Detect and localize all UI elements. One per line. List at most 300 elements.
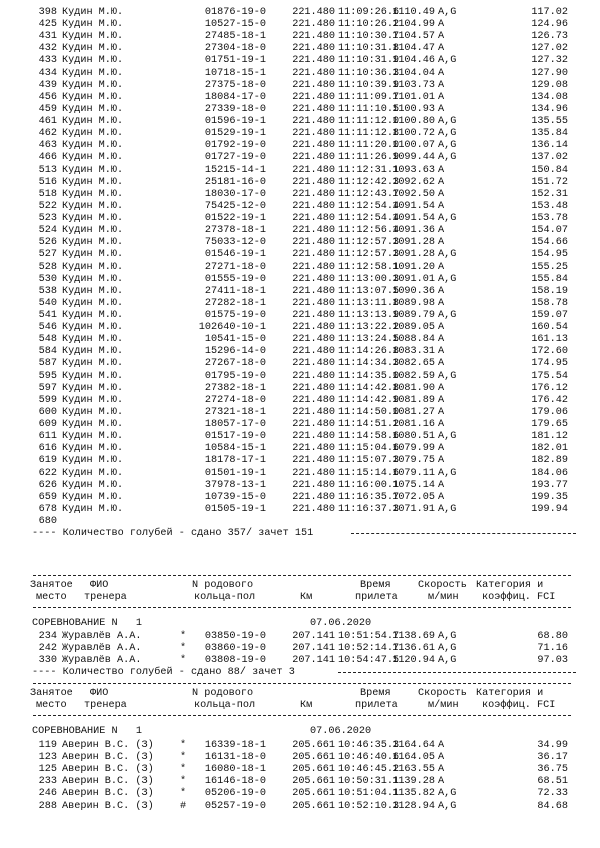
cell-name: Кудин М.Ю. — [62, 189, 124, 200]
cell-place: 622 — [38, 468, 57, 479]
cell-place: 516 — [38, 177, 57, 188]
cell-speed: 1091.28 — [392, 249, 435, 260]
cell-ring: 01555-19-0 — [204, 274, 266, 285]
competition-label: СОРЕВНОВАНИЕ N 1 — [32, 726, 143, 737]
table-row — [0, 128, 600, 139]
cell-time: 11:11:09.7 — [338, 92, 400, 103]
cell-fci: 161.13 — [531, 334, 568, 345]
cell-category: A,G — [438, 140, 457, 151]
cell-speed: 1071.91 — [392, 504, 435, 515]
cell-name: Кудин М.Ю. — [62, 455, 124, 466]
cell-category: A — [438, 419, 445, 430]
cell-ring: 27411-18-1 — [204, 286, 266, 297]
column-header-row — [0, 580, 600, 591]
cell-km: 221.480 — [292, 140, 335, 151]
cell-name: Кудин М.Ю. — [62, 201, 124, 212]
header-time: прилета — [355, 700, 398, 711]
cell-place: 462 — [38, 128, 57, 139]
table-row — [0, 7, 600, 18]
cell-speed: 1100.07 — [392, 140, 435, 151]
table-row — [0, 55, 600, 66]
cell-category: A — [438, 19, 445, 30]
cell-category: A,G — [438, 128, 457, 139]
table-row — [0, 201, 600, 212]
cell-ring: 75425-12-0 — [204, 201, 266, 212]
cell-name: Кудин М.Ю. — [62, 213, 124, 224]
cell-speed: 1091.36 — [392, 225, 435, 236]
header-time: Время — [360, 580, 391, 591]
cell-name: Кудин М.Ю. — [62, 7, 124, 18]
cell-name: Кудин М.Ю. — [62, 237, 124, 248]
cell-time: 11:12:54.4 — [338, 201, 400, 212]
cell-name: Кудин М.Ю. — [62, 55, 124, 66]
cell-category: A,G — [438, 7, 457, 18]
cell-category: A — [438, 395, 445, 406]
cell-time: 11:14:50.0 — [338, 407, 400, 418]
cell-speed: 1083.31 — [392, 346, 435, 357]
column-header-row — [0, 688, 600, 699]
cell-time: 11:11:10.5 — [338, 104, 400, 115]
cell-place: 123 — [38, 752, 57, 763]
cell-speed: 1120.94 — [392, 655, 435, 666]
cell-time: 11:13:07.5 — [338, 286, 400, 297]
cell-name: Кудин М.Ю. — [62, 104, 124, 115]
cell-name: Кудин М.Ю. — [62, 128, 124, 139]
cell-time: 11:09:26.6 — [338, 7, 400, 18]
cell-fci: 134.08 — [531, 92, 568, 103]
cell-place: 433 — [38, 55, 57, 66]
cell-ring: 01546-19-1 — [204, 249, 266, 260]
cell-place: 548 — [38, 334, 57, 345]
cell-name: Кудин М.Ю. — [62, 504, 124, 515]
cell-speed: 1093.63 — [392, 165, 435, 176]
cell-speed: 1104.47 — [392, 43, 435, 54]
cell-speed: 1092.50 — [392, 189, 435, 200]
cell-place: 518 — [38, 189, 57, 200]
header-ring: кольца-пол — [194, 592, 256, 603]
cell-fci: 151.72 — [531, 177, 568, 188]
table-row — [0, 419, 600, 430]
cell-name: Кудин М.Ю. — [62, 492, 124, 503]
cell-place: 599 — [38, 395, 57, 406]
cell-speed: 1089.05 — [392, 322, 435, 333]
header-time: прилета — [355, 592, 398, 603]
cell-km: 205.661 — [292, 752, 335, 763]
cell-km: 221.480 — [292, 395, 335, 406]
cell-category: A,G — [438, 249, 457, 260]
cell-fci: 135.55 — [531, 116, 568, 127]
cell-category: A — [438, 492, 445, 503]
cell-km: 221.480 — [292, 19, 335, 30]
cell-fci: 176.12 — [531, 383, 568, 394]
cell-time: 11:16:37.3 — [338, 504, 400, 515]
header-category: коэффиц. FCI — [482, 592, 556, 603]
header-category: Категория и — [476, 580, 544, 591]
cell-ring: 18030-17-0 — [204, 189, 266, 200]
cell-ring: 16146-18-0 — [204, 776, 266, 787]
cell-speed: 1081.90 — [392, 383, 435, 394]
cell-km: 221.480 — [292, 383, 335, 394]
column-header-row — [0, 592, 600, 603]
cell-name: Кудин М.Ю. — [62, 249, 124, 260]
cell-time: 11:12:43.7 — [338, 189, 400, 200]
cell-category: A — [438, 31, 445, 42]
cell-ring: 10718-15-1 — [204, 68, 266, 79]
cell-ring: 27304-18-0 — [204, 43, 266, 54]
cell-ring: 10527-15-0 — [204, 19, 266, 30]
cell-fci: 155.84 — [531, 274, 568, 285]
cell-place: 522 — [38, 201, 57, 212]
cell-category: A — [438, 189, 445, 200]
cell-ring: 01876-19-0 — [204, 7, 266, 18]
cell-place: 330 — [38, 655, 57, 666]
header-name: ФИО — [90, 688, 109, 699]
cell-category: A,G — [438, 468, 457, 479]
cell-time: 11:13:22.2 — [338, 322, 400, 333]
table-row — [0, 776, 600, 787]
cell-time: 10:50:31.1 — [338, 776, 400, 787]
cell-km: 221.480 — [292, 189, 335, 200]
cell-fci: 155.25 — [531, 262, 568, 273]
cell-name: Кудин М.Ю. — [62, 419, 124, 430]
cell-category: A,G — [438, 371, 457, 382]
cell-place: 540 — [38, 298, 57, 309]
table-row — [0, 371, 600, 382]
table-row — [0, 801, 600, 812]
cell-km: 221.480 — [292, 443, 335, 454]
cell-fci: 184.06 — [531, 468, 568, 479]
cell-ring: 05206-19-0 — [204, 788, 266, 799]
cell-km: 221.480 — [292, 177, 335, 188]
cell-category: A — [438, 104, 445, 115]
cell-category: A — [438, 92, 445, 103]
column-header-row — [0, 700, 600, 711]
cell-time: 10:51:54.7 — [338, 631, 400, 642]
cell-km: 205.661 — [292, 776, 335, 787]
header-speed: м/мин — [428, 592, 459, 603]
cell-place: 619 — [38, 455, 57, 466]
header-speed: Скорость — [418, 688, 467, 699]
cell-ring: 75033-12-0 — [204, 237, 266, 248]
cell-time: 11:10:26.2 — [338, 19, 400, 30]
cell-ring: 10541-15-0 — [204, 334, 266, 345]
cell-fci: 134.96 — [531, 104, 568, 115]
cell-category: A,G — [438, 431, 457, 442]
cell-place: 609 — [38, 419, 57, 430]
cell-category: A — [438, 383, 445, 394]
table-row — [0, 43, 600, 54]
separator-line — [33, 575, 571, 576]
cell-time: 10:46:35.3 — [338, 740, 400, 751]
cell-ring: 01727-19-0 — [204, 152, 266, 163]
cell-km: 221.480 — [292, 371, 335, 382]
cell-fci: 154.07 — [531, 225, 568, 236]
cell-km: 221.480 — [292, 128, 335, 139]
header-ring: N родового — [192, 580, 254, 591]
cell-place: 678 — [38, 504, 57, 515]
cell-km: 207.141 — [292, 643, 335, 654]
cell-name: Кудин М.Ю. — [62, 407, 124, 418]
cell-km: 221.480 — [292, 80, 335, 91]
cell-category: A — [438, 776, 445, 787]
cell-fci: 36.17 — [537, 752, 568, 763]
cell-ring: 10584-15-1 — [204, 443, 266, 454]
cell-ring: 01517-19-0 — [204, 431, 266, 442]
cell-ring: 16080-18-1 — [204, 764, 266, 775]
cell-time: 11:11:20.0 — [338, 140, 400, 151]
cell-place: 595 — [38, 371, 57, 382]
cell-mark: * — [180, 776, 187, 787]
cell-mark: # — [180, 801, 187, 812]
cell-km: 221.480 — [292, 31, 335, 42]
cell-speed: 1079.75 — [392, 455, 435, 466]
cell-speed: 1091.20 — [392, 262, 435, 273]
cell-name: Журавлёв А.А. — [62, 631, 142, 642]
cell-fci: 127.90 — [531, 68, 568, 79]
cell-time: 11:12:54.4 — [338, 213, 400, 224]
cell-fci: 154.95 — [531, 249, 568, 260]
cell-time: 11:14:51.2 — [338, 419, 400, 430]
cell-category: A — [438, 165, 445, 176]
cell-ring: 10739-15-0 — [204, 492, 266, 503]
cell-name: Кудин М.Ю. — [62, 68, 124, 79]
cell-place: 600 — [38, 407, 57, 418]
cell-speed: 1090.36 — [392, 286, 435, 297]
cell-time: 11:12:57.3 — [338, 237, 400, 248]
cell-fci: 179.06 — [531, 407, 568, 418]
cell-place: 459 — [38, 104, 57, 115]
separator-line — [33, 607, 571, 608]
cell-category: A — [438, 443, 445, 454]
cell-time: 11:11:12.8 — [338, 128, 400, 139]
cell-mark: * — [180, 788, 187, 799]
cell-time: 11:15:14.6 — [338, 468, 400, 479]
cell-category: A,G — [438, 274, 457, 285]
cell-place: 431 — [38, 31, 57, 42]
header-category: коэффиц. FCI — [482, 700, 556, 711]
cell-name: Журавлёв А.А. — [62, 643, 142, 654]
table-row — [0, 395, 600, 406]
cell-speed: 1081.27 — [392, 407, 435, 418]
cell-category: A — [438, 480, 445, 491]
cell-fci: 97.03 — [537, 655, 568, 666]
cell-fci: 199.35 — [531, 492, 568, 503]
cell-fci: 172.60 — [531, 346, 568, 357]
header-ring: N родового — [192, 688, 254, 699]
cell-name: Аверин В.С. (З) — [62, 752, 154, 763]
table-row — [0, 80, 600, 91]
cell-ring: 01795-19-0 — [204, 371, 266, 382]
cell-place: 398 — [38, 7, 57, 18]
table-row — [0, 752, 600, 763]
cell-fci: 199.94 — [531, 504, 568, 515]
table-row — [0, 516, 600, 527]
header-place: Занятое — [30, 580, 73, 591]
cell-fci: 68.80 — [537, 631, 568, 642]
cell-name: Аверин В.С. (З) — [62, 776, 154, 787]
cell-time: 11:13:13.9 — [338, 310, 400, 321]
cell-category: A,G — [438, 643, 457, 654]
cell-mark: * — [180, 764, 187, 775]
cell-speed: 1104.57 — [392, 31, 435, 42]
cell-km: 205.661 — [292, 740, 335, 751]
cell-fci: 136.14 — [531, 140, 568, 151]
cell-time: 11:12:31.1 — [338, 165, 400, 176]
cell-km: 205.661 — [292, 764, 335, 775]
cell-km: 221.480 — [292, 7, 335, 18]
table-row — [0, 249, 600, 260]
cell-speed: 1128.94 — [392, 801, 435, 812]
cell-place: 584 — [38, 346, 57, 357]
cell-category: A,G — [438, 504, 457, 515]
competition-row — [0, 726, 600, 737]
cell-ring: 01522-19-1 — [204, 213, 266, 224]
cell-time: 11:16:35.7 — [338, 492, 400, 503]
table-row — [0, 140, 600, 151]
cell-name: Кудин М.Ю. — [62, 358, 124, 369]
cell-speed: 1089.79 — [392, 310, 435, 321]
table-row — [0, 655, 600, 666]
cell-name: Кудин М.Ю. — [62, 140, 124, 151]
cell-fci: 153.78 — [531, 213, 568, 224]
cell-name: Кудин М.Ю. — [62, 371, 124, 382]
cell-category: A — [438, 68, 445, 79]
cell-km: 221.480 — [292, 286, 335, 297]
cell-mark: * — [180, 752, 187, 763]
cell-category: A,G — [438, 631, 457, 642]
cell-category: A,G — [438, 213, 457, 224]
total-summary — [0, 528, 600, 539]
cell-category: A,G — [438, 788, 457, 799]
cell-km: 221.480 — [292, 213, 335, 224]
cell-fci: 182.01 — [531, 443, 568, 454]
cell-place: 611 — [38, 431, 57, 442]
total-summary — [0, 667, 600, 678]
cell-name: Кудин М.Ю. — [62, 177, 124, 188]
cell-km: 221.480 — [292, 431, 335, 442]
table-row — [0, 480, 600, 491]
cell-place: 616 — [38, 443, 57, 454]
cell-place: 524 — [38, 225, 57, 236]
table-row — [0, 274, 600, 285]
header-km: Км — [300, 700, 313, 711]
cell-ring: 27485-18-1 — [204, 31, 266, 42]
cell-fci: 175.54 — [531, 371, 568, 382]
cell-name: Аверин В.С. (З) — [62, 801, 154, 812]
cell-ring: 27375-18-0 — [204, 80, 266, 91]
table-row — [0, 237, 600, 248]
cell-ring: 27274-18-0 — [204, 395, 266, 406]
table-row — [0, 504, 600, 515]
cell-place: 587 — [38, 358, 57, 369]
cell-name: Кудин М.Ю. — [62, 286, 124, 297]
header-place: место — [36, 700, 67, 711]
cell-ring: 102640-10-1 — [198, 322, 266, 333]
cell-ring: 01596-19-1 — [204, 116, 266, 127]
cell-speed: 1104.46 — [392, 55, 435, 66]
cell-time: 11:13:11.8 — [338, 298, 400, 309]
cell-ring: 16131-18-0 — [204, 752, 266, 763]
cell-km: 207.141 — [292, 655, 335, 666]
cell-category: A — [438, 237, 445, 248]
cell-time: 11:15:07.3 — [338, 455, 400, 466]
cell-place: 528 — [38, 262, 57, 273]
cell-place: 425 — [38, 19, 57, 30]
cell-place: 659 — [38, 492, 57, 503]
cell-fci: 84.68 — [537, 801, 568, 812]
cell-ring: 01575-19-0 — [204, 310, 266, 321]
cell-place: 456 — [38, 92, 57, 103]
cell-category: A,G — [438, 655, 457, 666]
cell-category: A,G — [438, 116, 457, 127]
table-row — [0, 177, 600, 188]
table-row — [0, 788, 600, 799]
cell-fci: 127.02 — [531, 43, 568, 54]
cell-ring: 18057-17-0 — [204, 419, 266, 430]
table-row — [0, 310, 600, 321]
cell-place: 246 — [38, 788, 57, 799]
cell-place: 463 — [38, 140, 57, 151]
cell-category: A,G — [438, 801, 457, 812]
cell-km: 221.480 — [292, 274, 335, 285]
cell-km: 221.480 — [292, 104, 335, 115]
cell-category: A — [438, 752, 445, 763]
table-row — [0, 740, 600, 751]
cell-category: A — [438, 201, 445, 212]
competition-date: 07.06.2020 — [310, 618, 372, 629]
cell-fci: 181.12 — [531, 431, 568, 442]
cell-ring: 27378-18-1 — [204, 225, 266, 236]
cell-speed: 1099.44 — [392, 152, 435, 163]
cell-category: A — [438, 286, 445, 297]
cell-place: 439 — [38, 80, 57, 91]
cell-ring: 15296-14-0 — [204, 346, 266, 357]
cell-km: 205.661 — [292, 788, 335, 799]
cell-km: 207.141 — [292, 631, 335, 642]
cell-name: Кудин М.Ю. — [62, 116, 124, 127]
cell-speed: 1163.55 — [392, 764, 435, 775]
cell-fci: 150.84 — [531, 165, 568, 176]
cell-place: 513 — [38, 165, 57, 176]
table-row — [0, 213, 600, 224]
cell-km: 221.480 — [292, 480, 335, 491]
table-row — [0, 116, 600, 127]
cell-category: A — [438, 358, 445, 369]
cell-km: 221.480 — [292, 407, 335, 418]
cell-speed: 1082.65 — [392, 358, 435, 369]
cell-km: 221.480 — [292, 237, 335, 248]
cell-speed: 1075.14 — [392, 480, 435, 491]
cell-speed: 1091.54 — [392, 201, 435, 212]
cell-category: A — [438, 334, 445, 345]
cell-km: 221.480 — [292, 455, 335, 466]
table-row — [0, 92, 600, 103]
cell-time: 10:52:14.7 — [338, 643, 400, 654]
cell-time: 11:10:31.9 — [338, 55, 400, 66]
cell-place: 527 — [38, 249, 57, 260]
cell-place: 538 — [38, 286, 57, 297]
cell-speed: 1100.80 — [392, 116, 435, 127]
cell-name: Кудин М.Ю. — [62, 262, 124, 273]
table-row — [0, 455, 600, 466]
cell-ring: 03850-19-0 — [204, 631, 266, 642]
cell-time: 11:11:12.0 — [338, 116, 400, 127]
total-text: ---- Количество голубей - сдано 88/ зачет 3 — [32, 667, 295, 678]
cell-category: A — [438, 80, 445, 91]
cell-category: A — [438, 225, 445, 236]
cell-fci: 129.08 — [531, 80, 568, 91]
cell-category: A,G — [438, 152, 457, 163]
